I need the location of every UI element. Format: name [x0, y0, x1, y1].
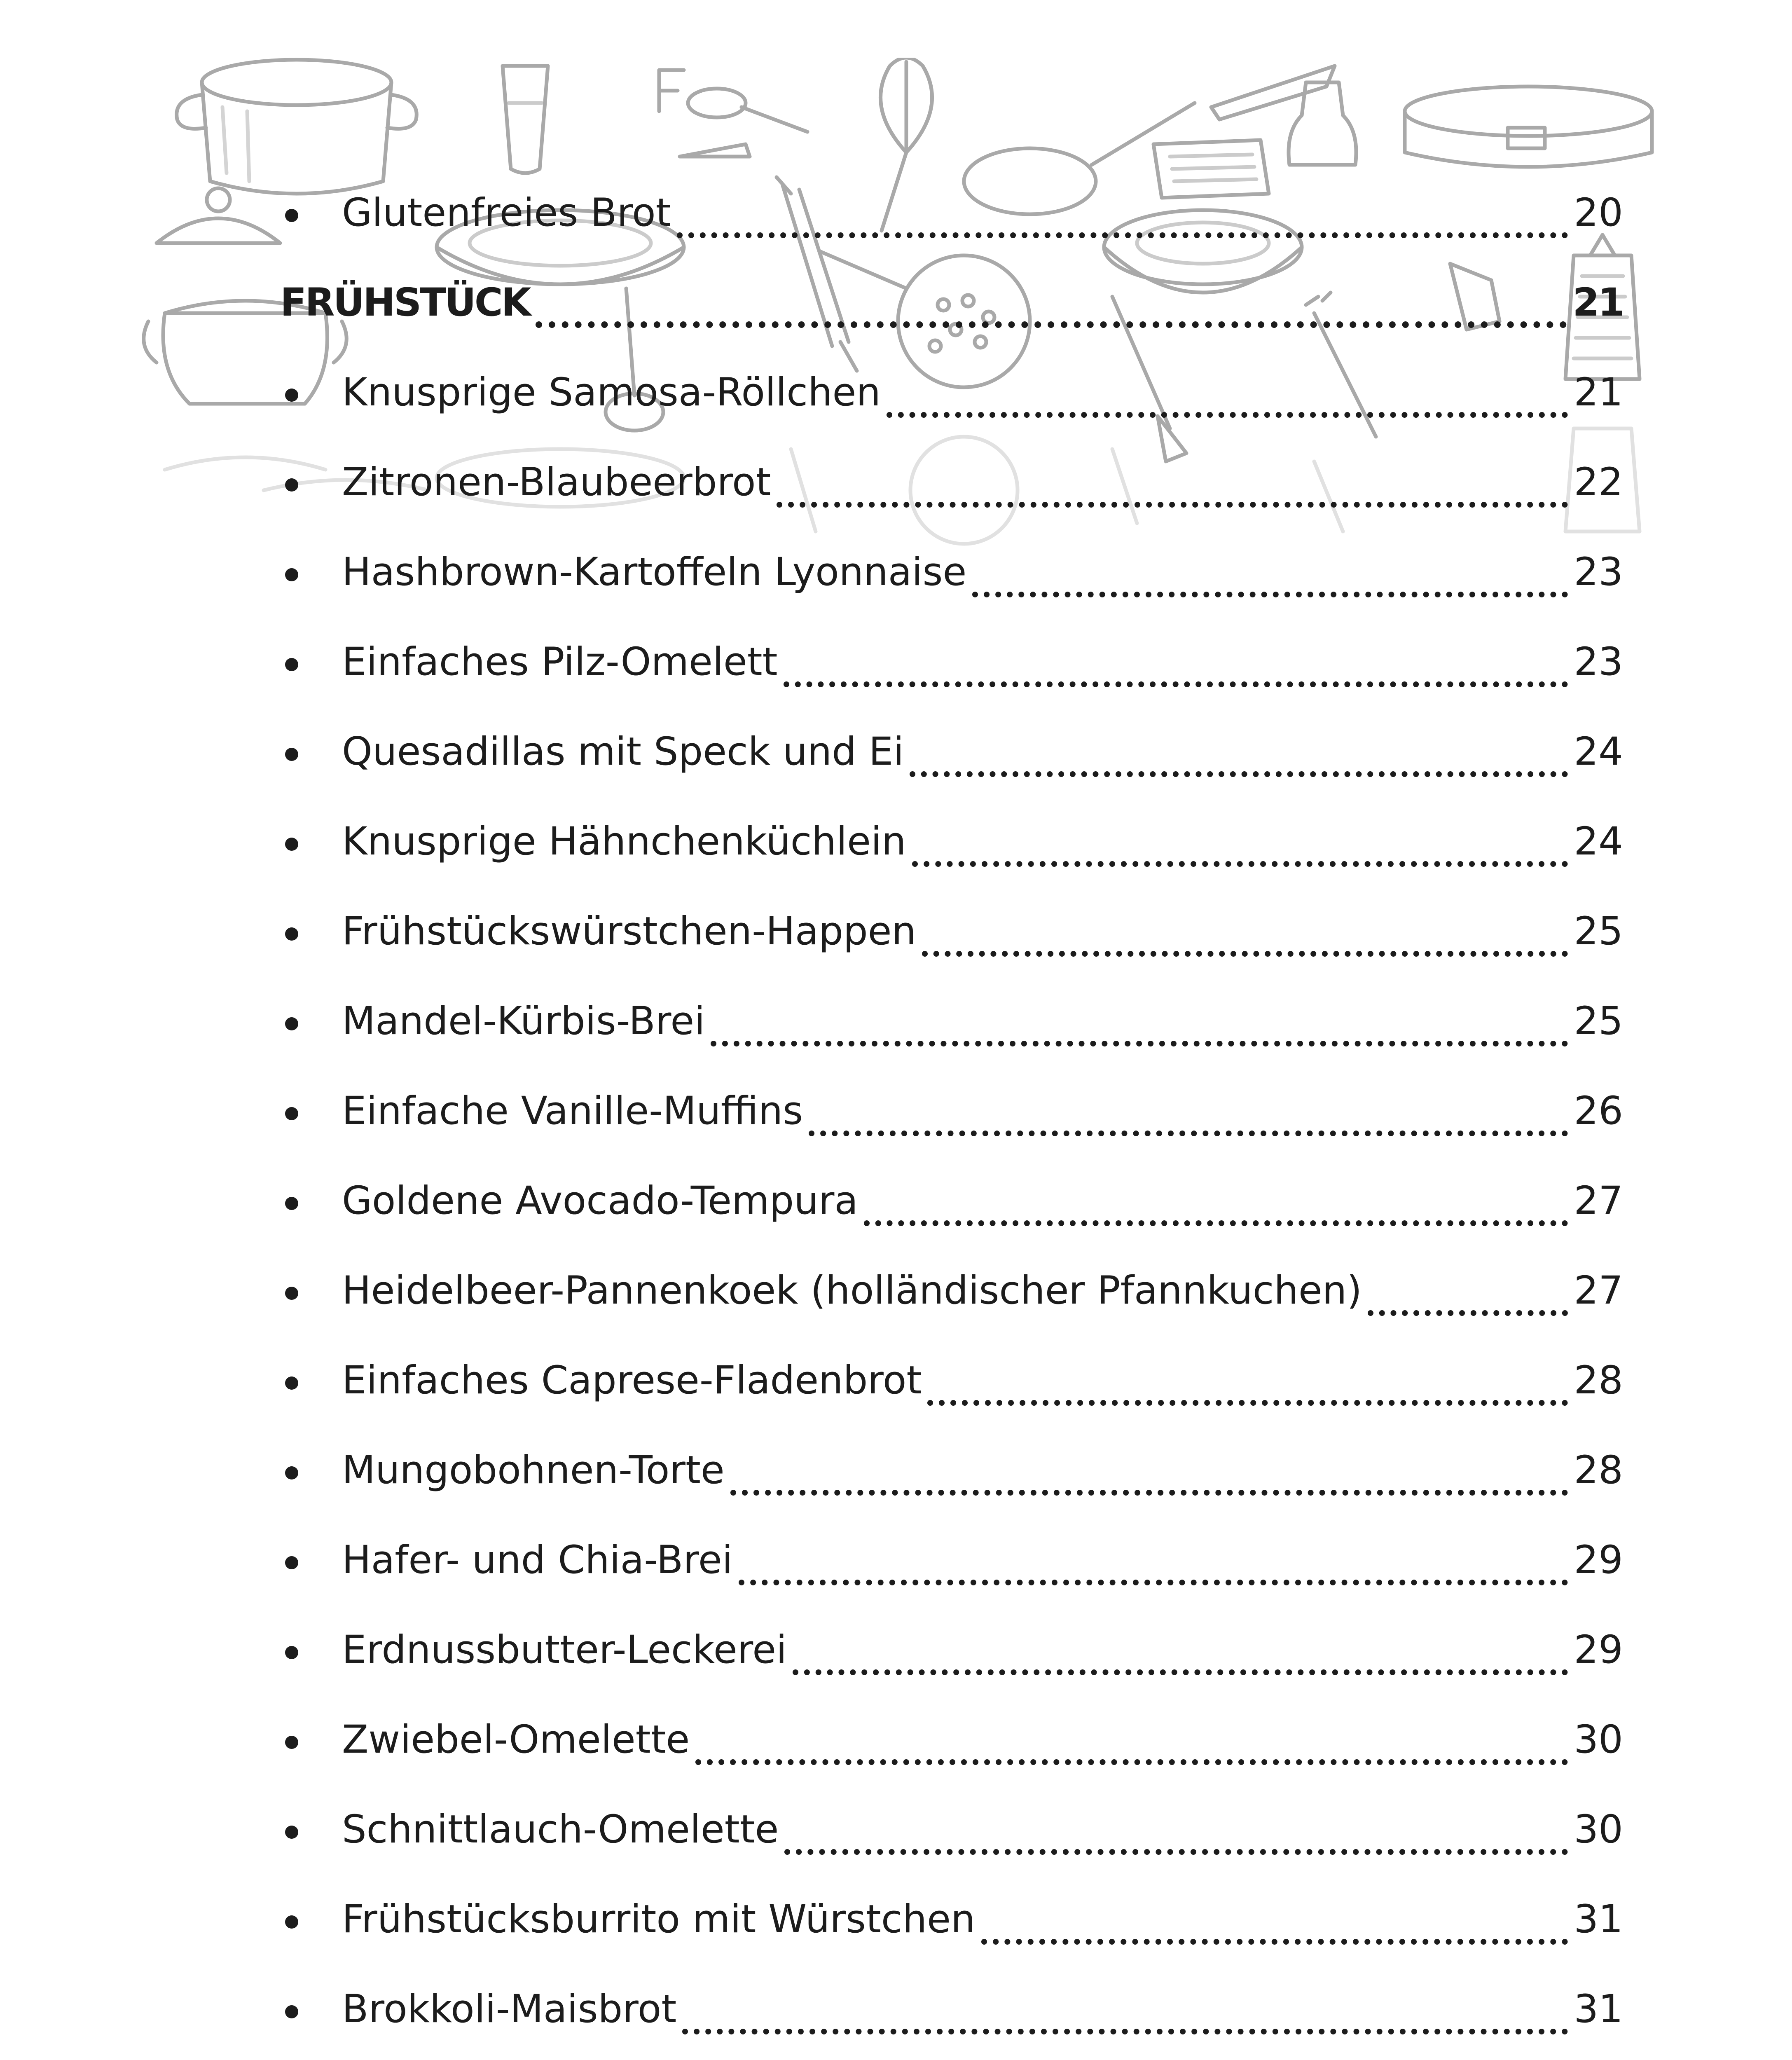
bullet-icon: [285, 658, 298, 671]
toc-entry-title: Zwiebel-Omelette: [342, 1717, 690, 1762]
toc-entry[interactable]: [280, 1156, 1623, 1246]
bullet-icon: [285, 1915, 298, 1929]
bullet-icon: [285, 1646, 298, 1659]
dot-leader: [784, 681, 1568, 687]
toc-entry[interactable]: [280, 887, 1623, 976]
bullet-icon: [285, 1556, 298, 1569]
dot-leader: [922, 951, 1568, 957]
toc-entry[interactable]: [280, 1336, 1623, 1426]
lid-icon: [157, 188, 280, 243]
bullet-icon: [285, 1466, 298, 1479]
dot-leader: [912, 861, 1568, 867]
toc-entry[interactable]: [280, 2054, 1623, 2060]
bullet-icon: [285, 389, 298, 402]
toc-entry[interactable]: [280, 1875, 1623, 1964]
bullet-icon: [285, 478, 298, 492]
toc-entry[interactable]: [280, 1785, 1623, 1875]
toc-entry-title: Mungobohnen-Torte: [342, 1448, 725, 1493]
dot-leader: [711, 1041, 1568, 1046]
toc-entry[interactable]: [280, 1246, 1623, 1336]
toc-entry-title: Hashbrown-Kartoffeln Lyonnaise: [342, 550, 967, 595]
toc-entry-title: Zitronen-Blaubeerbrot: [342, 460, 771, 505]
bullet-icon: [285, 1376, 298, 1390]
toc-entry-title: Quesadillas mit Speck und Ei: [342, 729, 904, 774]
toc-entry[interactable]: [280, 1515, 1623, 1605]
spoon-icon: [688, 89, 807, 132]
toc-entry-title: Brokkoli-Maisbrot: [342, 1987, 677, 2032]
toc-entry[interactable]: [280, 1605, 1623, 1695]
toc-entry-title: Knusprige Samosa-Röllchen: [342, 370, 881, 415]
toc-page-number: 30: [1574, 1717, 1623, 1762]
toc-page-number: 30: [1574, 1807, 1623, 1852]
dot-leader: [536, 321, 1567, 328]
dot-leader: [927, 1400, 1568, 1406]
toc-page-number: 29: [1574, 1538, 1623, 1582]
dot-leader: [864, 1220, 1568, 1226]
dot-leader: [809, 1131, 1568, 1136]
toc-page-number: 31: [1574, 1897, 1623, 1942]
toc-page-number: 28: [1574, 1448, 1623, 1493]
toc-page-number: 26: [1574, 1089, 1623, 1133]
dot-leader: [981, 1939, 1568, 1945]
toc-entry-title: Frühstückswürstchen-Happen: [342, 909, 917, 954]
dot-leader: [777, 502, 1568, 508]
toc-page-number: 31: [1574, 1987, 1623, 2032]
toc-page-number: 21: [1572, 280, 1623, 325]
toc-entry[interactable]: [280, 617, 1623, 707]
toc-entry[interactable]: [280, 797, 1623, 887]
toc-page-number: 28: [1574, 1358, 1623, 1403]
dot-leader: [695, 1759, 1568, 1765]
toc-entry[interactable]: [280, 976, 1623, 1066]
toc-page-number: 23: [1574, 550, 1623, 595]
toc-entry-title: Einfaches Caprese-Fladenbrot: [342, 1358, 922, 1403]
toc-entry[interactable]: [280, 438, 1623, 527]
bullet-icon: [285, 1017, 298, 1030]
bullet-icon: [285, 838, 298, 851]
dot-leader: [784, 1849, 1568, 1855]
toc-entry-title: Goldene Avocado-Tempura: [342, 1178, 859, 1223]
bullet-icon: [285, 1287, 298, 1300]
toc-entry[interactable]: [280, 1066, 1623, 1156]
cake-tin-icon: [1405, 87, 1652, 167]
dot-leader: [887, 412, 1568, 418]
bullet-icon: [285, 568, 298, 581]
bullet-icon: [285, 1736, 298, 1749]
toc-entry[interactable]: [280, 168, 1623, 258]
table-of-contents: [280, 168, 1623, 2060]
bullet-icon: [285, 209, 298, 222]
toc-section-heading[interactable]: [280, 258, 1623, 348]
bullet-icon: [285, 1826, 298, 1839]
dot-leader: [972, 592, 1568, 597]
toc-page-number: 23: [1574, 639, 1623, 684]
toc-entry-title: Schnittlauch-Omelette: [342, 1807, 779, 1852]
toc-entry[interactable]: [280, 1426, 1623, 1515]
bullet-icon: [285, 1107, 298, 1120]
toc-entry[interactable]: [280, 527, 1623, 617]
dot-leader: [677, 232, 1568, 238]
toc-page-number: 29: [1574, 1627, 1623, 1672]
toc-section-title: FRÜHSTÜCK: [280, 280, 530, 325]
toc-page-number: 20: [1574, 190, 1623, 235]
toc-entry[interactable]: [280, 1964, 1623, 2054]
dot-leader: [682, 2029, 1568, 2034]
toc-entry-title: Hafer- und Chia-Brei: [342, 1538, 733, 1582]
toc-entry[interactable]: [280, 1695, 1623, 1785]
bullet-icon: [285, 748, 298, 761]
toc-page-number: 21: [1574, 370, 1623, 415]
toc-page-number: 22: [1574, 460, 1623, 505]
dot-leader: [730, 1490, 1568, 1496]
toc-entry[interactable]: [280, 348, 1623, 438]
toc-entry-title: Erdnussbutter-Leckerei: [342, 1627, 787, 1672]
toc-page-number: 24: [1574, 819, 1623, 864]
glass-icon: [503, 66, 548, 173]
toc-entry-title: Heidelbeer-Pannenkoek (holländischer Pfannkuchen): [342, 1268, 1362, 1313]
toc-page-number: 25: [1574, 909, 1623, 954]
toc-page-number: 24: [1574, 729, 1623, 774]
bullet-icon: [285, 2005, 298, 2018]
toc-entry-title: Frühstücksburrito mit Würstchen: [342, 1897, 976, 1942]
bullet-icon: [285, 1197, 298, 1210]
toc-page-number: 27: [1574, 1268, 1623, 1313]
toc-page-number: 27: [1574, 1178, 1623, 1223]
toc-entry-title: Glutenfreies Brot: [342, 190, 671, 235]
dot-leader: [1368, 1310, 1568, 1316]
toc-entry-title: Einfaches Pilz-Omelett: [342, 639, 778, 684]
toc-page-number: 25: [1574, 999, 1623, 1044]
dot-leader: [739, 1580, 1568, 1585]
toc-entry-title: Einfache Vanille-Muffins: [342, 1089, 803, 1133]
dot-leader: [793, 1669, 1568, 1675]
toc-entry-title: Knusprige Hähnchenküchlein: [342, 819, 906, 864]
toc-entry[interactable]: [280, 707, 1623, 797]
bullet-icon: [285, 927, 298, 941]
toc-entry-title: Mandel-Kürbis-Brei: [342, 999, 705, 1044]
dot-leader: [910, 771, 1568, 777]
